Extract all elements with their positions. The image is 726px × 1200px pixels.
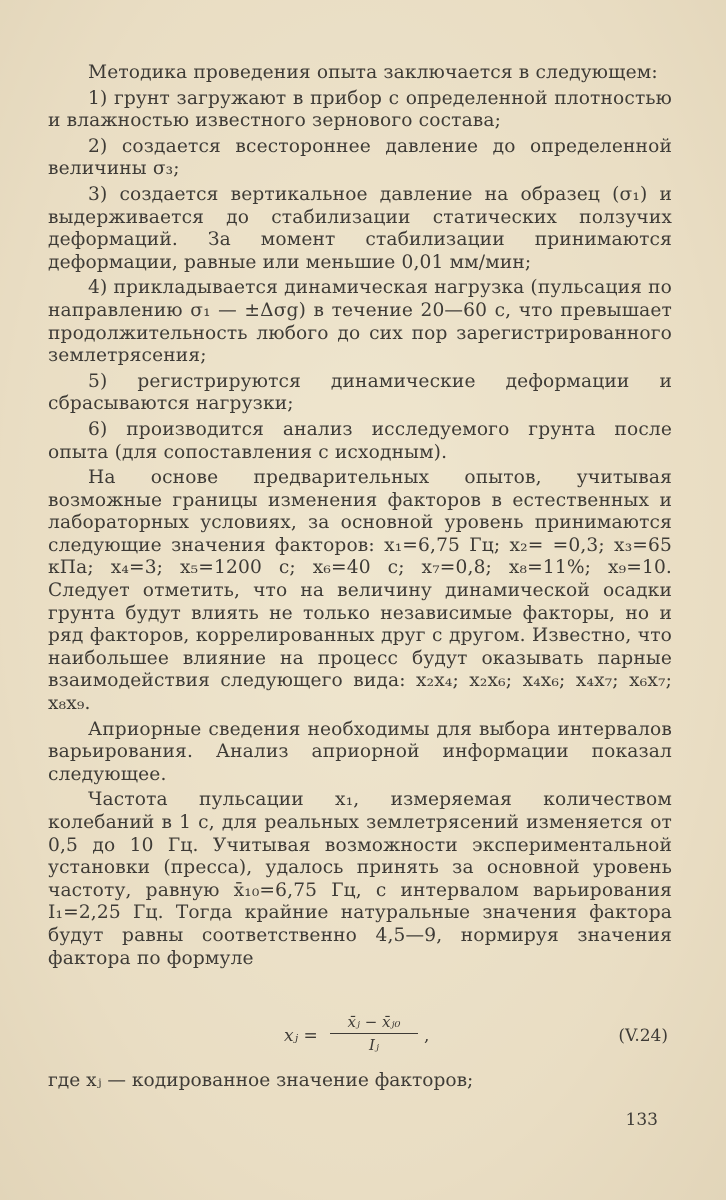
paragraph-step-1: 1) грунт загружают в прибор с определенной плотностью и влажностью известного зернового состава;	[48, 87, 672, 132]
formula-lhs: xⱼ =	[284, 1026, 318, 1046]
paragraph-frequency: Частота пульсации x₁, измеряемая количеством колебаний в 1 с, для реальных землетрясений изменяется от 0,5 до 10 Гц. Учитывая возможности экспериментальной установки (пресса), удалось принять за основной уровень частоту, равную x̄₁₀=6,75 Гц, с интервалом варьирования I₁=2,25 Гц. Тогда крайние натуральные значения фактора будут равны соответственно 4,5—9, нормируя значения фактора по формуле	[48, 789, 672, 969]
paragraph-step-2: 2) создается всестороннее давление до определенной величины σ₃;	[48, 135, 672, 180]
formula-v24	[48, 1012, 672, 1062]
page-number: 133	[625, 1110, 658, 1130]
paragraph-apriori: Априорные сведения необходимы для выбора интервалов варьирования. Анализ априорной информации показал следующее.	[48, 718, 672, 785]
formula-denominator: Iⱼ	[369, 1036, 379, 1054]
paragraph-step-4: 4) прикладывается динамическая нагрузка (пульсация по направлению σ₁ — ±Δσg) в течение 20—60 с, что превышает продолжительность любого до сих пор зарегистрированного землетрясения;	[48, 277, 672, 367]
paragraph-intro: Методика проведения опыта заключается в следующем:	[88, 62, 658, 83]
paragraph-step-6: 6) производится анализ исследуемого грунта после опыта (для сопоставления с исходным).	[48, 418, 672, 463]
formula-numerator: x̄ⱼ − x̄ⱼ₀	[330, 1012, 418, 1034]
paragraph-step-5: 5) регистрируются динамические деформации и сбрасываются нагрузки;	[48, 370, 672, 415]
footer-definition: где xⱼ — кодированное значение факторов;	[48, 1070, 474, 1091]
paragraph-step-3: 3) создается вертикальное давление на образец (σ₁) и выдерживается до стабилизации статических ползучих деформаций. За момент стабилизации принимаются деформации, равные или меньшие 0,01 мм/мин;	[48, 183, 672, 273]
formula-comma: ,	[424, 1026, 430, 1046]
formula-number: (V.24)	[618, 1026, 668, 1046]
formula-fraction	[330, 1012, 418, 1056]
paragraph-factor-levels: На основе предварительных опытов, учитывая возможные границы изменения факторов в естественных и лабораторных условиях, за основной уровень принимаются следующие значения факторов: x₁=6,75 Гц; x₂= =0,3; x₃=65 кПа; x₄=3; x₅=1200 с; x₆=40 с; x₇=0,8; x₈=11%; x₉=10. Следует отметить, что на величину динамической осадки грунта будут влиять не только независимые факторы, но и ряд факторов, коррелированных друг с другом. Известно, что наибольшее влияние на процесс будут оказывать парные взаимодействия следующего вида: x₂x₄; x₂x₆; x₄x₆; x₄x₇; x₆x₇; x₈x₉.	[48, 467, 672, 715]
body-text	[48, 62, 672, 973]
